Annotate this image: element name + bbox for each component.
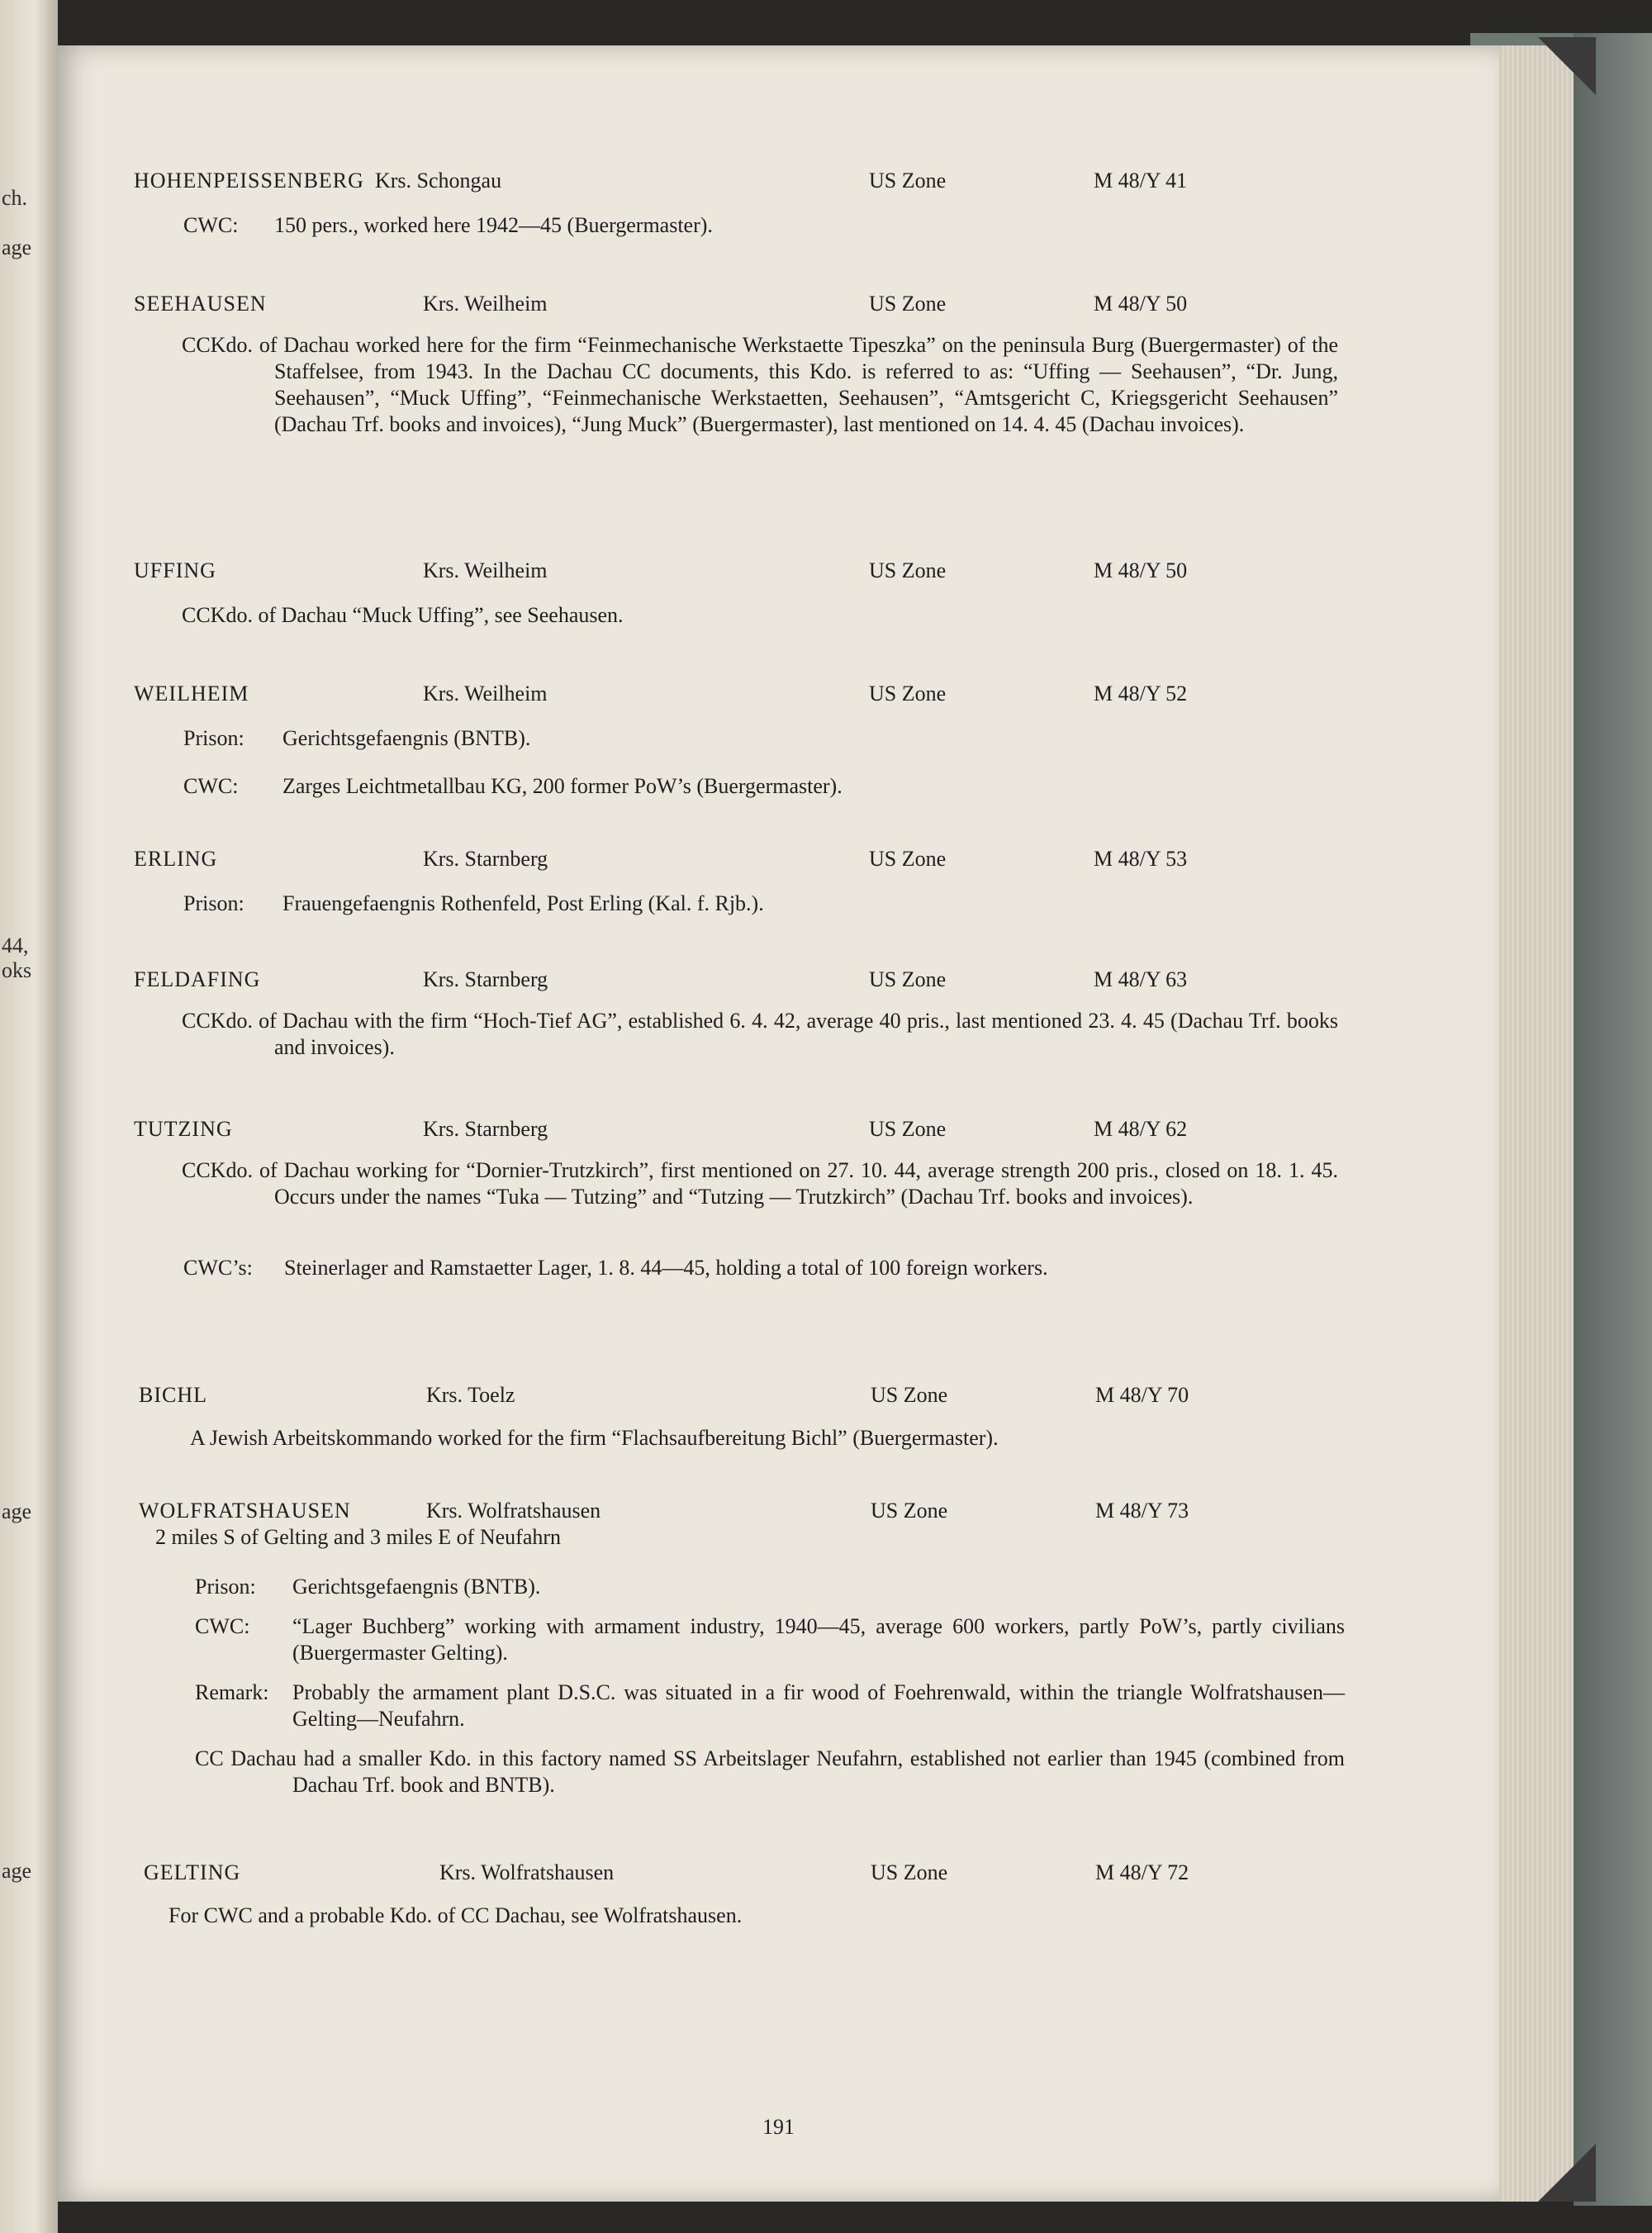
line-block bbox=[195, 1613, 1345, 1666]
entry-paragraph bbox=[195, 1746, 1345, 1798]
map-grid: M 48/Y 52 bbox=[1094, 682, 1188, 706]
line-text: Zarges Leichtmetallbau KG, 200 former PoW’s (Buergermaster). bbox=[282, 774, 843, 798]
entry-line bbox=[183, 1255, 1048, 1281]
zone: US Zone bbox=[869, 682, 947, 706]
left-fragment: 44, bbox=[2, 934, 29, 957]
map-grid: M 48/Y 50 bbox=[1094, 558, 1188, 582]
line-text: 150 pers., worked here 1942—45 (Buergermaster). bbox=[274, 213, 713, 237]
entry-line bbox=[195, 1574, 540, 1600]
page-number: 191 bbox=[762, 2115, 795, 2139]
line-label: Prison: bbox=[183, 891, 244, 915]
district: Krs. Wolfratshausen bbox=[426, 1499, 601, 1523]
place-name: SEEHAUSEN bbox=[134, 292, 267, 316]
entry-line bbox=[182, 602, 624, 629]
place-name: WEILHEIM bbox=[134, 682, 249, 706]
map-grid: M 48/Y 72 bbox=[1095, 1860, 1189, 1884]
left-fragment: ch. bbox=[2, 186, 28, 210]
zone: US Zone bbox=[869, 967, 947, 991]
zone: US Zone bbox=[869, 169, 947, 192]
left-page-edge bbox=[0, 0, 58, 2233]
entry-paragraph bbox=[182, 1157, 1338, 1210]
entry-paragraph bbox=[195, 1613, 1345, 1666]
left-fragment: age bbox=[2, 1499, 32, 1523]
left-fragment: oks bbox=[2, 958, 32, 982]
entry-paragraph bbox=[195, 1680, 1345, 1732]
line-label: CWC’s: bbox=[183, 1256, 253, 1280]
district: Krs. Weilheim bbox=[423, 558, 548, 582]
line-label: CWC: bbox=[183, 774, 239, 798]
place-name: WOLFRATSHAUSEN bbox=[139, 1499, 351, 1523]
entry-line bbox=[169, 1903, 742, 1929]
line-label: Prison: bbox=[195, 1575, 256, 1599]
line-text: Gerichtsgefaengnis (BNTB). bbox=[282, 726, 531, 750]
district: Krs. Starnberg bbox=[423, 847, 548, 871]
place-name: FELDAFING bbox=[134, 967, 261, 991]
line-text: Frauengefaengnis Rothenfeld, Post Erling (Kal. f. Rjb.). bbox=[282, 891, 764, 915]
entry-line bbox=[190, 1425, 999, 1451]
line-text: A Jewish Arbeitskommando worked for the firm “Flachsaufbereitung Bichl” (Buergermaster). bbox=[190, 1426, 999, 1450]
entry-line bbox=[183, 891, 764, 917]
zone: US Zone bbox=[871, 1499, 948, 1523]
line-label: Remark: bbox=[195, 1680, 269, 1704]
map-grid: M 48/Y 63 bbox=[1094, 967, 1188, 991]
left-fragment: age bbox=[2, 235, 32, 259]
district: Krs. Weilheim bbox=[423, 682, 548, 706]
place-name: ERLING bbox=[134, 847, 218, 871]
place-name: TUTZING bbox=[134, 1117, 233, 1141]
zone: US Zone bbox=[869, 1117, 947, 1141]
line-text: “Lager Buchberg” working with armament industry, 1940—45, average 600 workers, partly PoW’s, partly civilians (Buergermaster Gelting). bbox=[292, 1614, 1345, 1665]
map-grid: M 48/Y 50 bbox=[1094, 292, 1188, 316]
map-grid: M 48/Y 62 bbox=[1094, 1117, 1188, 1141]
line-text: CCKdo. of Dachau worked here for the firm “Feinmechanische Werkstaette Tipeszka” on the peninsula Burg (Buergermaster) of the Staffelsee, from 1943. In the Dachau CC documents, this Kdo. is referred to as: “Uffing — Seehausen”, “Dr. Jung, Seehausen”, “Muck Uffing”, “Feinmechanische Werkstaetten, Seehausen”, “Amtsgericht C, Kriegsgericht Seehausen” (Dachau Trf. books and invoices), “Jung Muck” (Buergermaster), last mentioned on 14. 4. 45 (Dachau invoices). bbox=[182, 333, 1338, 436]
line-label: CWC: bbox=[195, 1614, 250, 1638]
district: Krs. Weilheim bbox=[423, 292, 548, 316]
cover-corner-bottom bbox=[1538, 2144, 1596, 2202]
line-text: Steinerlager and Ramstaetter Lager, 1. 8. 44—45, holding a total of 100 foreign workers. bbox=[284, 1256, 1048, 1280]
entry-paragraph bbox=[182, 332, 1338, 438]
line-text: Probably the armament plant D.S.C. was situated in a fir wood of Foehrenwald, within the triangle Wolfratshausen—Gelting—Neufahrn. bbox=[292, 1680, 1345, 1731]
line-text: CCKdo. of Dachau with the firm “Hoch-Tief AG”, established 6. 4. 42, average 40 pris., last mentioned 23. 4. 45 (Dachau Trf. books and invoices). bbox=[182, 1009, 1338, 1059]
line-text: Gerichtsgefaengnis (BNTB). bbox=[292, 1575, 541, 1599]
entry-paragraph bbox=[182, 1008, 1338, 1061]
location-note bbox=[155, 1524, 561, 1551]
line-label: CWC: bbox=[183, 213, 239, 237]
zone: US Zone bbox=[871, 1860, 948, 1884]
zone: US Zone bbox=[869, 847, 947, 871]
zone: US Zone bbox=[871, 1383, 948, 1407]
left-fragment: age bbox=[2, 1859, 32, 1883]
district: Krs. Schongau bbox=[375, 169, 502, 192]
zone: US Zone bbox=[869, 292, 947, 316]
cover-corner-top bbox=[1538, 37, 1596, 95]
district: Krs. Wolfratshausen bbox=[439, 1860, 615, 1884]
district: Krs. Toelz bbox=[426, 1383, 515, 1407]
entry-line bbox=[183, 773, 843, 800]
place-name: UFFING bbox=[134, 558, 216, 582]
district: Krs. Starnberg bbox=[423, 967, 548, 991]
place-name: BICHL bbox=[139, 1383, 207, 1407]
line-text: CCKdo. of Dachau working for “Dornier-Trutzkirch”, first mentioned on 27. 10. 44, average strength 200 pris., closed on 18. 1. 45. Occurs under the names “Tuka — Tutzing” and “Tutzing — Trutzkirch” (Dachau Trf. books and invoices). bbox=[182, 1158, 1338, 1209]
line-text: CC Dachau had a smaller Kdo. in this factory named SS Arbeitslager Neufahrn, established not earlier than 1945 (combined from Dachau Trf. book and BNTB). bbox=[195, 1746, 1345, 1797]
entry-line bbox=[183, 725, 530, 752]
zone: US Zone bbox=[869, 558, 947, 582]
map-grid: M 48/Y 73 bbox=[1095, 1499, 1189, 1523]
cover-right bbox=[1574, 33, 1652, 2206]
line-text: CCKdo. of Dachau “Muck Uffing”, see Seehausen. bbox=[182, 603, 624, 627]
map-grid: M 48/Y 41 bbox=[1094, 169, 1188, 192]
line-text: 2 miles S of Gelting and 3 miles E of Neufahrn bbox=[155, 1525, 562, 1549]
place-name: GELTING bbox=[144, 1860, 241, 1884]
book-page bbox=[58, 45, 1499, 2202]
map-grid: M 48/Y 53 bbox=[1094, 847, 1188, 871]
map-grid: M 48/Y 70 bbox=[1095, 1383, 1189, 1407]
district: Krs. Starnberg bbox=[423, 1117, 548, 1141]
place-name: HOHENPEISSENBERG bbox=[134, 169, 364, 192]
entry-line bbox=[183, 212, 713, 239]
line-label: Prison: bbox=[183, 726, 244, 750]
line-text: For CWC and a probable Kdo. of CC Dachau, see Wolfratshausen. bbox=[169, 1903, 743, 1927]
line-block bbox=[195, 1680, 1345, 1732]
